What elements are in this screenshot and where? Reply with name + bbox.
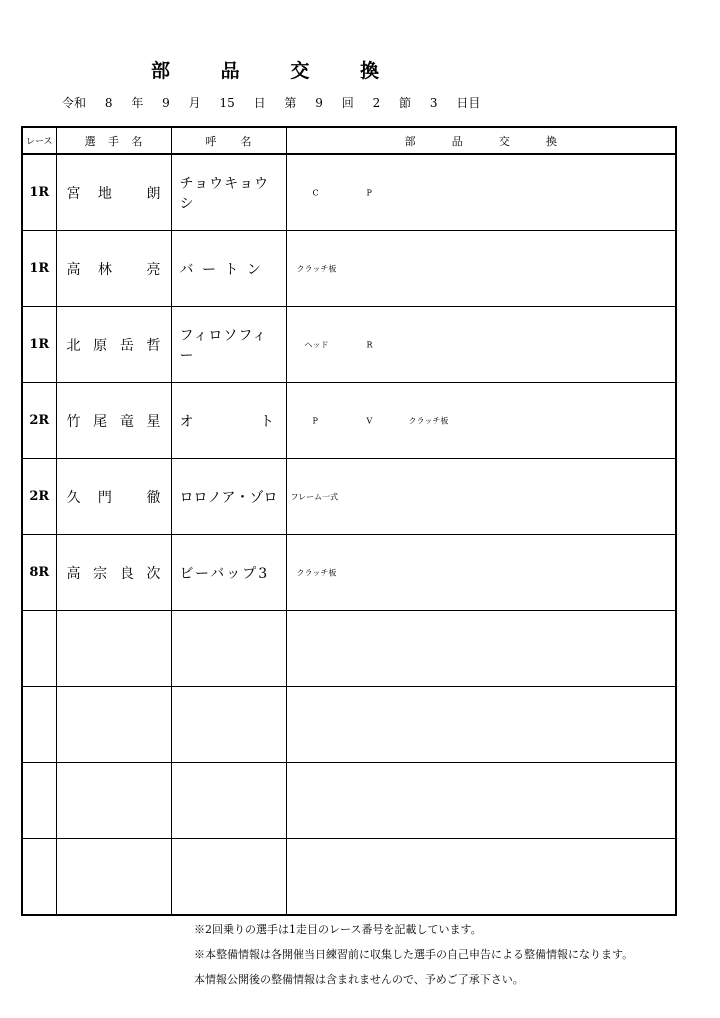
name-char: 哲	[146, 337, 161, 354]
name-char: 徹	[146, 489, 161, 506]
date-token: 令和	[62, 96, 87, 110]
header-char: 名	[131, 134, 143, 148]
parts-cell	[286, 535, 676, 611]
table-row	[22, 459, 676, 535]
header-char: 換	[545, 134, 557, 148]
name-char: 次	[146, 565, 161, 582]
race-cell: 1R	[22, 231, 56, 307]
footnote: ※本整備情報は各開催当日練習前に収集した選手の自己申告による整備情報になります。	[194, 948, 634, 961]
player-name-cell	[56, 459, 171, 535]
date-token: 8	[104, 96, 113, 110]
part-label: クラッチ板	[296, 568, 337, 577]
name-char: 宮	[66, 185, 81, 202]
date-token: 日	[253, 96, 266, 110]
race-cell: 2R	[22, 383, 56, 459]
date-token: 節	[399, 96, 412, 110]
empty-cell	[171, 839, 286, 916]
callname-cell	[171, 154, 286, 231]
date-token: 15	[219, 96, 235, 110]
footnotes	[194, 917, 633, 992]
name-char: 高	[66, 261, 81, 278]
player-name-cell	[56, 535, 171, 611]
part-label: P	[312, 416, 318, 425]
name-char: 良	[119, 565, 134, 582]
part-label: クラッチ板	[408, 416, 449, 425]
name-char: 林	[97, 261, 112, 278]
title-char: 部	[151, 60, 171, 82]
header-char: 名	[240, 134, 252, 148]
name-char: 久	[66, 489, 81, 506]
empty-cell	[286, 611, 676, 687]
callname-text: ロロノア・ゾロ	[179, 489, 278, 506]
empty-cell	[56, 763, 171, 839]
empty-cell	[22, 611, 56, 687]
header-race: レース	[22, 127, 56, 154]
name-char: 朗	[146, 185, 161, 202]
header-player	[56, 127, 171, 154]
empty-cell	[286, 763, 676, 839]
parts-table	[21, 126, 677, 916]
header-char: 部	[404, 134, 416, 148]
empty-cell	[171, 687, 286, 763]
name-char: 星	[146, 413, 161, 430]
callname-cell	[171, 231, 286, 307]
parts-cell	[286, 383, 676, 459]
header-char: 選	[84, 134, 96, 148]
callname-text: オ ト	[179, 413, 274, 430]
date-line	[62, 94, 495, 111]
parts-cell	[286, 459, 676, 535]
name-char: 竜	[119, 413, 134, 430]
name-char: 門	[97, 489, 112, 506]
race-cell: 1R	[22, 307, 56, 383]
empty-cell	[286, 687, 676, 763]
name-char: 岳	[119, 337, 134, 354]
empty-cell	[171, 763, 286, 839]
parts-cell	[286, 154, 676, 231]
date-token: 月	[188, 96, 201, 110]
part-label: C	[312, 188, 319, 197]
name-char: 地	[97, 185, 112, 202]
callname-cell	[171, 459, 286, 535]
header-char: 品	[451, 134, 463, 148]
callname-cell	[171, 535, 286, 611]
race-cell: 8R	[22, 535, 56, 611]
player-name-cell	[56, 154, 171, 231]
date-token: 回	[341, 96, 354, 110]
date-token: 第	[284, 96, 297, 110]
parts-cell	[286, 307, 676, 383]
callname-cell	[171, 307, 286, 383]
empty-cell	[56, 611, 171, 687]
date-token: 9	[315, 96, 323, 110]
part-label: クラッチ板	[296, 264, 337, 273]
date-token: 3	[429, 96, 438, 110]
date-token: 日目	[456, 96, 481, 110]
name-char: 亮	[146, 261, 161, 278]
title-char: 品	[220, 60, 240, 82]
table-row-empty	[22, 611, 676, 687]
header-parts	[286, 127, 676, 154]
name-char: 北	[66, 337, 81, 354]
header-char: 手	[107, 134, 119, 148]
title-char: 交	[290, 60, 310, 82]
name-char: 高	[66, 565, 81, 582]
name-char: 宗	[93, 565, 108, 582]
player-name-cell	[56, 307, 171, 383]
table-row	[22, 535, 676, 611]
header-row	[22, 127, 676, 154]
footnote: ※2回乗りの選手は1走目のレース番号を記載しています。	[194, 923, 482, 936]
name-char: 竹	[66, 413, 81, 430]
race-cell: 2R	[22, 459, 56, 535]
callname-text: フィロソフィー	[179, 327, 268, 364]
table-row	[22, 383, 676, 459]
table-row-empty	[22, 839, 676, 916]
callname-text: バ ー ト ン	[179, 261, 261, 278]
part-label: ヘッド	[304, 340, 329, 349]
empty-cell	[56, 687, 171, 763]
table-row	[22, 231, 676, 307]
part-label: R	[366, 340, 373, 349]
header-char: 呼	[205, 134, 217, 148]
empty-cell	[286, 839, 676, 916]
footnote: 本情報公開後の整備情報は含まれませんので、予めご了承下さい。	[194, 973, 524, 986]
table-row-empty	[22, 687, 676, 763]
empty-cell	[22, 763, 56, 839]
empty-cell	[22, 839, 56, 916]
date-token: 2	[372, 96, 381, 110]
table-row-empty	[22, 763, 676, 839]
date-token: 9	[162, 96, 170, 110]
table-row	[22, 154, 676, 231]
page-title	[0, 56, 530, 83]
header-callname	[171, 127, 286, 154]
callname-text: チョウキョウシ	[179, 175, 270, 212]
title-char: 換	[359, 60, 379, 82]
parts-cell	[286, 231, 676, 307]
part-label: P	[366, 188, 372, 197]
date-token: 年	[131, 96, 144, 110]
header-char: 交	[498, 134, 510, 148]
empty-cell	[56, 839, 171, 916]
empty-cell	[171, 611, 286, 687]
part-label: V	[366, 416, 373, 425]
empty-cell	[22, 687, 56, 763]
callname-cell	[171, 383, 286, 459]
table-row	[22, 307, 676, 383]
part-label: フレーム一式	[290, 492, 339, 501]
player-name-cell	[56, 383, 171, 459]
callname-text: ビーバップ3	[179, 565, 270, 582]
name-char: 尾	[93, 413, 108, 430]
name-char: 原	[93, 337, 108, 354]
race-cell: 1R	[22, 154, 56, 231]
player-name-cell	[56, 231, 171, 307]
